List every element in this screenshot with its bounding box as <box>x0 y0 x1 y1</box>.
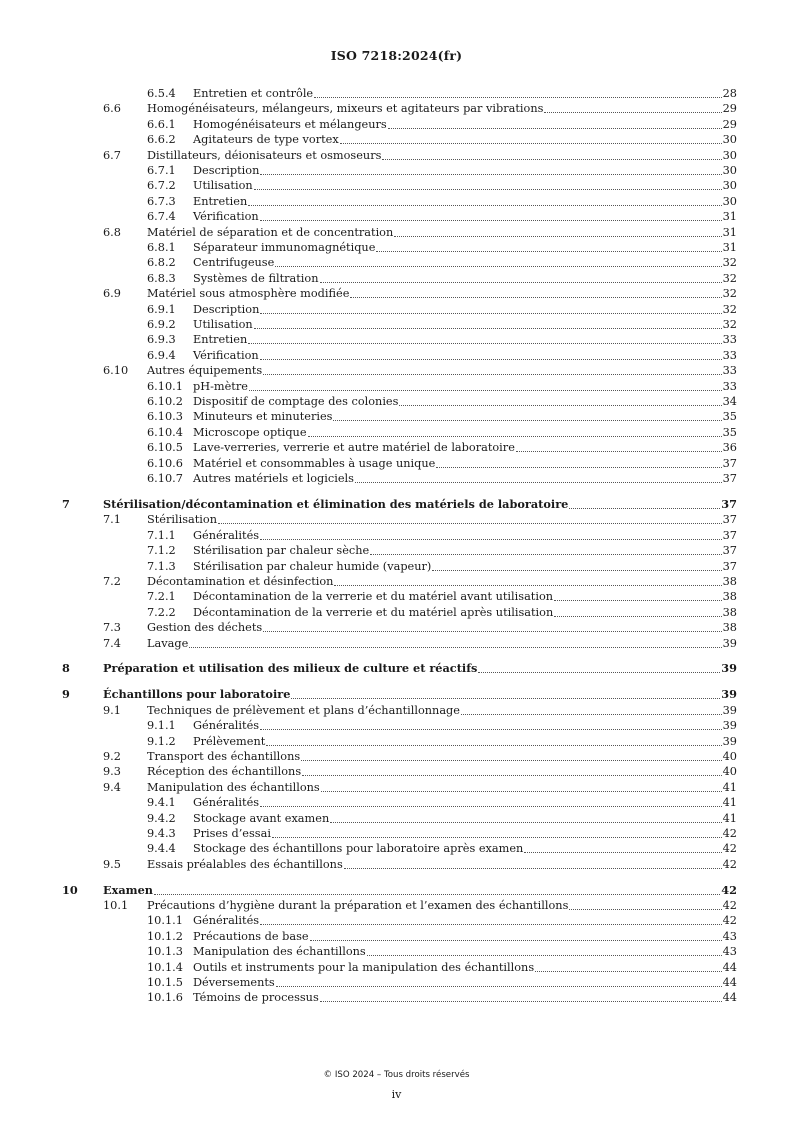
toc-entry-number: 6.9.4 <box>147 348 176 362</box>
toc-entry-number: 6.10.6 <box>147 456 183 470</box>
toc-dot-leader <box>432 570 722 571</box>
toc-entry[interactable] <box>0 543 793 558</box>
toc-dot-leader <box>344 868 722 869</box>
toc-entry-title: Essais préalables des échantillons <box>147 857 343 871</box>
toc-dot-leader <box>569 909 722 910</box>
toc-entry-number: 7.1 <box>103 513 121 527</box>
toc-entry-title: Homogénéisateurs, mélangeurs, mixeurs et agitateurs par vibrations <box>147 102 544 116</box>
toc-entry-number: 10.1.5 <box>147 976 183 989</box>
toc-entry-title: Entretien <box>193 333 248 347</box>
toc-entry-title: Décontamination et désinfection <box>147 574 334 588</box>
toc-entry[interactable] <box>0 363 793 378</box>
toc-entry-number: 6.10.5 <box>147 441 183 455</box>
toc-entry-page: 42 <box>722 842 737 856</box>
toc-entry-page: 31 <box>722 241 737 254</box>
toc-entry-title: Homogénéisateurs et mélangeurs <box>193 117 387 131</box>
toc-entry-title: Utilisation <box>193 179 253 193</box>
toc-entry-title: Généralités <box>193 914 260 928</box>
toc-entry[interactable] <box>0 286 793 301</box>
toc-entry-number: 10.1.2 <box>147 929 183 943</box>
toc-entry-number: 6.7.4 <box>147 210 176 224</box>
toc-entry-number: 7.3 <box>103 621 121 635</box>
toc-entry-number: 7.2.2 <box>147 605 176 619</box>
toc-entry-page: 42 <box>721 882 737 897</box>
toc-entry[interactable] <box>0 512 793 527</box>
toc-entry-number: 6.10.3 <box>147 410 183 424</box>
toc-entry[interactable] <box>0 605 793 620</box>
toc-entry-title: Matériel et consommables à usage unique <box>193 456 436 470</box>
toc-entry-title: Réception des échantillons <box>147 765 302 779</box>
toc-dot-leader <box>314 97 722 98</box>
toc-entry[interactable] <box>0 194 793 209</box>
toc-entry-page: 30 <box>722 133 737 147</box>
toc-dot-leader <box>260 729 722 730</box>
toc-entry-page: 29 <box>722 102 737 116</box>
toc-entry-page: 33 <box>722 379 737 393</box>
toc-dot-leader <box>321 791 722 792</box>
toc-entry-page: 44 <box>722 976 737 989</box>
toc-entry-number: 6.10.1 <box>147 379 183 393</box>
toc-entry-number: 9.4 <box>103 780 121 794</box>
toc-entry-number: 9.4.2 <box>147 811 176 825</box>
toc-dot-leader <box>189 647 722 648</box>
toc-entry-title: Description <box>193 164 260 177</box>
toc-dot-leader <box>276 986 722 987</box>
toc-entry-page: 31 <box>722 225 737 239</box>
toc-entry-number: 9.3 <box>103 765 121 779</box>
toc-entry-title: Lavage <box>147 636 189 650</box>
toc-entry-page: 41 <box>722 780 737 794</box>
toc-entry[interactable] <box>0 780 793 795</box>
toc-dot-leader <box>302 775 722 776</box>
toc-entry-number: 9.4.1 <box>147 796 176 810</box>
toc-entry-number: 9.4.4 <box>147 842 176 856</box>
toc-entry[interactable] <box>0 574 793 589</box>
toc-entry-number: 7.1.1 <box>147 528 176 542</box>
toc-entry-page: 28 <box>722 87 737 100</box>
toc-entry-number: 6.8.2 <box>147 256 176 270</box>
toc-entry-page: 34 <box>722 395 737 408</box>
toc-entry[interactable] <box>0 302 793 317</box>
toc-entry-number: 6.9 <box>103 287 121 301</box>
toc-entry-page: 32 <box>722 256 737 270</box>
toc-dot-leader <box>310 940 722 941</box>
toc-entry[interactable] <box>0 440 793 455</box>
toc-entry-title: Stockage avant examen <box>193 811 330 825</box>
toc-entry[interactable] <box>0 117 793 132</box>
toc-entry-number: 6.9.2 <box>147 318 176 331</box>
toc-entry[interactable] <box>0 132 793 147</box>
toc-entry-number: 7.1.3 <box>147 559 176 573</box>
toc-dot-leader <box>382 159 722 160</box>
toc-entry-number: 6.7.2 <box>147 179 176 193</box>
toc-entry-page: 30 <box>722 164 737 177</box>
toc-entry-number: 6.10.4 <box>147 425 183 439</box>
toc-dot-leader <box>370 554 722 555</box>
toc-entry[interactable] <box>0 734 793 749</box>
toc-entry[interactable] <box>0 857 793 872</box>
toc-entry[interactable] <box>0 795 793 810</box>
footer-copyright: © ISO 2024 – Tous droits réservés <box>323 1070 470 1080</box>
toc-entry-page: 37 <box>722 472 737 485</box>
toc-entry[interactable] <box>0 394 793 409</box>
toc-entry-page: 40 <box>722 749 737 763</box>
toc-entry-title: Matériel sous atmosphère modifiée <box>147 287 350 301</box>
toc-entry[interactable] <box>0 209 793 224</box>
toc-entry-title: Stockage des échantillons pour laboratoire après examen <box>193 842 524 856</box>
toc-entry-title: Gestion des déchets <box>147 621 263 635</box>
document-header: ISO 7218:2024(fr) <box>330 48 463 63</box>
toc-dot-leader <box>554 600 722 601</box>
toc-entry-title: Manipulation des échantillons <box>193 945 366 959</box>
toc-entry-title: Utilisation <box>193 318 253 331</box>
toc-entry-number: 6.9.1 <box>147 302 176 316</box>
toc-dot-leader <box>248 343 722 344</box>
toc-entry-page: 38 <box>722 621 737 635</box>
toc-entry[interactable] <box>0 944 793 959</box>
toc-entry-title: Stérilisation/décontamination et élimination des matériels de laboratoire <box>103 496 569 511</box>
toc-entry-title: Autres équipements <box>147 364 263 378</box>
toc-entry[interactable] <box>0 178 793 193</box>
toc-dot-leader <box>254 328 722 329</box>
toc-entry[interactable] <box>0 687 793 702</box>
toc-dot-leader <box>334 585 722 586</box>
toc-entry-number: 10.1.4 <box>147 960 183 974</box>
toc-entry-page: 32 <box>722 302 737 316</box>
toc-entry-title: Précautions de base <box>193 929 309 943</box>
toc-entry-number: 6.7.3 <box>147 194 176 208</box>
toc-dot-leader <box>260 359 722 360</box>
toc-entry[interactable] <box>0 348 793 363</box>
toc-entry-page: 35 <box>722 425 737 439</box>
toc-entry-title: Outils et instruments pour la manipulation des échantillons <box>193 960 535 974</box>
toc-dot-leader <box>478 672 720 673</box>
toc-entry-title: Vérification <box>193 348 259 362</box>
toc-entry-page: 42 <box>722 914 737 928</box>
toc-entry-page: 42 <box>722 899 737 912</box>
toc-dot-leader <box>260 313 722 314</box>
toc-entry-number: 6.6 <box>103 102 121 116</box>
toc-entry[interactable] <box>0 471 793 486</box>
toc-dot-leader <box>554 616 722 617</box>
toc-entry-title: Distillateurs, déionisateurs et osmoseurs <box>147 148 382 162</box>
toc-entry-number: 6.10 <box>103 364 129 378</box>
toc-entry[interactable] <box>0 559 793 574</box>
toc-entry-title: Techniques de prélèvement et plans d’échantillonnage <box>147 703 460 717</box>
toc-entry-page: 37 <box>722 544 737 558</box>
toc-entry-page: 41 <box>722 811 737 825</box>
toc-entry-title: Témoins de processus <box>193 991 319 1005</box>
toc-entry[interactable] <box>0 163 793 178</box>
toc-dot-leader <box>260 174 722 175</box>
toc-entry[interactable] <box>0 703 793 718</box>
toc-entry-number: 8 <box>62 661 70 676</box>
toc-entry-number: 6.6.1 <box>147 117 176 131</box>
toc-entry-title: Matériel de séparation et de concentration <box>147 225 394 239</box>
toc-entry-number: 10.1 <box>103 899 129 912</box>
toc-entry-title: Microscope optique <box>193 425 307 439</box>
toc-entry-page: 29 <box>722 117 737 131</box>
toc-entry-number: 9.1 <box>103 703 121 717</box>
toc-entry-title: Autres matériels et logiciels <box>193 472 354 485</box>
toc-dot-leader <box>355 482 722 483</box>
toc-entry[interactable] <box>0 990 793 1005</box>
toc-entry[interactable] <box>0 841 793 856</box>
toc-dot-leader <box>330 822 722 823</box>
toc-dot-leader <box>388 128 722 129</box>
toc-dot-leader <box>248 205 722 206</box>
toc-entry-page: 37 <box>722 513 737 527</box>
toc-entry[interactable] <box>0 883 793 898</box>
toc-dot-leader <box>275 266 722 267</box>
toc-dot-leader <box>535 971 722 972</box>
toc-entry-page: 38 <box>722 590 737 604</box>
toc-entry-page: 39 <box>722 719 737 733</box>
toc-entry-number: 7.1.2 <box>147 544 176 558</box>
toc-entry-page: 32 <box>722 271 737 285</box>
toc-entry-number: 6.10.2 <box>147 395 183 408</box>
toc-entry-title: Préparation et utilisation des milieux de culture et réactifs <box>103 661 478 676</box>
toc-entry-title: Agitateurs de type vortex <box>193 133 339 147</box>
toc-entry-title: Généralités <box>193 719 260 733</box>
toc-entry-number: 9.1.1 <box>147 719 176 733</box>
toc-entry[interactable] <box>0 425 793 440</box>
toc-entry[interactable] <box>0 764 793 779</box>
toc-dot-leader <box>516 451 722 452</box>
toc-entry-page: 37 <box>722 528 737 542</box>
toc-entry[interactable] <box>0 960 793 975</box>
toc-dot-leader <box>308 436 722 437</box>
toc-entry-page: 33 <box>722 333 737 347</box>
toc-entry[interactable] <box>0 255 793 270</box>
toc-entry-number: 7 <box>62 496 70 511</box>
toc-entry-number: 7.2.1 <box>147 590 176 604</box>
toc-entry-number: 6.7 <box>103 148 121 162</box>
toc-entry-number: 10 <box>62 882 78 897</box>
toc-entry[interactable] <box>0 456 793 471</box>
toc-entry[interactable] <box>0 271 793 286</box>
toc-entry-page: 31 <box>722 210 737 224</box>
toc-dot-leader <box>260 220 722 221</box>
toc-entry-number: 10.1.6 <box>147 991 183 1005</box>
footer-page-number: iv <box>391 1088 402 1101</box>
toc-entry-number: 6.10.7 <box>147 472 183 485</box>
toc-entry[interactable] <box>0 749 793 764</box>
toc-entry[interactable] <box>0 148 793 163</box>
toc-entry[interactable] <box>0 528 793 543</box>
toc-entry-page: 39 <box>722 734 737 748</box>
toc-dot-leader <box>394 236 722 237</box>
toc-dot-leader <box>266 745 722 746</box>
toc-dot-leader <box>524 852 722 853</box>
toc-dot-leader <box>350 297 722 298</box>
toc-entry[interactable] <box>0 86 793 101</box>
toc-dot-leader <box>260 924 722 925</box>
toc-entry-page: 43 <box>722 929 737 943</box>
toc-entry-title: Entretien <box>193 194 248 208</box>
toc-entry-title: Minuteurs et minuteries <box>193 410 333 424</box>
toc-entry[interactable] <box>0 589 793 604</box>
toc-entry[interactable] <box>0 636 793 651</box>
toc-entry-page: 30 <box>722 179 737 193</box>
toc-dot-leader <box>367 955 722 956</box>
toc-dot-leader <box>263 374 722 375</box>
toc-entry-title: Généralités <box>193 796 260 810</box>
toc-entry-number: 6.8 <box>103 225 121 239</box>
toc-entry-title: Prélèvement <box>193 734 266 748</box>
toc-entry-number: 7.4 <box>103 636 121 650</box>
toc-entry-title: Stérilisation par chaleur humide (vapeur) <box>193 559 432 573</box>
toc-dot-leader <box>399 405 722 406</box>
toc-entry-page: 32 <box>722 318 737 331</box>
toc-entry[interactable] <box>0 317 793 332</box>
toc-dot-leader <box>301 760 722 761</box>
toc-dot-leader <box>291 698 720 699</box>
toc-entry-page: 42 <box>722 857 737 871</box>
toc-entry-number: 9.2 <box>103 749 121 763</box>
toc-entry[interactable] <box>0 409 793 424</box>
toc-dot-leader <box>249 390 722 391</box>
toc-entry-number: 9.4.3 <box>147 826 176 840</box>
toc-entry-number: 9 <box>62 687 70 702</box>
toc-dot-leader <box>333 420 722 421</box>
toc-entry-number: 6.8.3 <box>147 271 176 285</box>
toc-entry[interactable] <box>0 101 793 116</box>
toc-entry-title: pH-mètre <box>193 379 248 393</box>
toc-dot-leader <box>272 837 722 838</box>
toc-entry-title: Stérilisation par chaleur sèche <box>193 544 370 558</box>
toc-entry-number: 9.1.2 <box>147 734 176 748</box>
toc-entry[interactable] <box>0 826 793 841</box>
toc-entry-page: 44 <box>722 991 737 1005</box>
toc-entry-page: 44 <box>722 960 737 974</box>
toc-entry-title: Systèmes de filtration <box>193 271 319 285</box>
toc-entry-page: 41 <box>722 796 737 810</box>
toc-entry-page: 36 <box>722 441 737 455</box>
toc-entry-title: Entretien et contrôle <box>193 87 314 100</box>
toc-entry-page: 32 <box>722 287 737 301</box>
toc-dot-leader <box>260 539 722 540</box>
toc-entry-title: Décontamination de la verrerie et du matériel après utilisation <box>193 605 554 619</box>
toc-entry-title: Prises d’essai <box>193 826 271 840</box>
toc-entry-page: 38 <box>722 574 737 588</box>
toc-dot-leader <box>461 714 722 715</box>
toc-dot-leader <box>260 806 722 807</box>
toc-entry[interactable] <box>0 929 793 944</box>
toc-entry-title: Dispositif de comptage des colonies <box>193 395 399 408</box>
toc-entry-page: 38 <box>722 605 737 619</box>
toc-entry-title: Échantillons pour laboratoire <box>103 687 291 702</box>
toc-entry[interactable] <box>0 811 793 826</box>
toc-entry[interactable] <box>0 332 793 347</box>
toc-entry-page: 43 <box>722 945 737 959</box>
toc-entry-page: 39 <box>722 636 737 650</box>
toc-entry[interactable] <box>0 898 793 913</box>
toc-dot-leader <box>544 112 722 113</box>
toc-entry-title: Généralités <box>193 528 260 542</box>
toc-entry[interactable] <box>0 975 793 990</box>
toc-dot-leader <box>340 143 722 144</box>
toc-entry-page: 40 <box>722 765 737 779</box>
toc-entry-number: 6.8.1 <box>147 241 176 254</box>
toc-dot-leader <box>320 1001 722 1002</box>
toc-dot-leader <box>154 894 720 895</box>
toc-entry-number: 10.1.3 <box>147 945 183 959</box>
toc-entry-title: Transport des échantillons <box>147 749 301 763</box>
toc-dot-leader <box>263 631 722 632</box>
toc-entry-page: 37 <box>722 559 737 573</box>
toc-entry-number: 6.9.3 <box>147 333 176 347</box>
toc-entry-page: 42 <box>722 826 737 840</box>
toc-entry-number: 6.6.2 <box>147 133 176 147</box>
toc-dot-leader <box>218 523 722 524</box>
toc-dot-leader <box>320 282 722 283</box>
toc-entry[interactable] <box>0 913 793 928</box>
toc-entry-page: 30 <box>722 148 737 162</box>
toc-entry-title: Manipulation des échantillons <box>147 780 320 794</box>
toc-entry[interactable] <box>0 379 793 394</box>
toc-dot-leader <box>376 251 722 252</box>
toc-entry-page: 39 <box>721 661 737 676</box>
toc-entry-number: 6.5.4 <box>147 87 176 100</box>
toc-entry-title: Séparateur immunomagnétique <box>193 241 376 254</box>
toc-entry-title: Précautions d’hygiène durant la préparation et l’examen des échantillons <box>147 899 569 912</box>
toc-entry-number: 9.5 <box>103 857 121 871</box>
toc-entry-title: Centrifugeuse <box>193 256 275 270</box>
toc-dot-leader <box>254 189 722 190</box>
toc-entry[interactable] <box>0 497 793 512</box>
toc-entry[interactable] <box>0 225 793 240</box>
toc-entry-page: 30 <box>722 194 737 208</box>
toc-entry-number: 10.1.1 <box>147 914 183 928</box>
toc-entry-title: Vérification <box>193 210 259 224</box>
toc-entry-page: 39 <box>722 703 737 717</box>
toc-dot-leader <box>436 467 722 468</box>
toc-entry-number: 7.2 <box>103 574 121 588</box>
toc-entry-page: 33 <box>722 348 737 362</box>
toc-entry[interactable] <box>0 661 793 676</box>
toc-entry-page: 37 <box>721 496 737 511</box>
toc-entry-title: Examen <box>103 882 154 897</box>
toc-entry-page: 37 <box>722 456 737 470</box>
toc-entry-title: Décontamination de la verrerie et du matériel avant utilisation <box>193 590 554 604</box>
toc-entry-page: 39 <box>721 687 737 702</box>
toc-entry[interactable] <box>0 620 793 635</box>
toc-entry-title: Description <box>193 302 260 316</box>
toc-entry-title: Stérilisation <box>147 513 217 527</box>
toc-entry-page: 33 <box>722 364 737 378</box>
toc-entry-number: 6.7.1 <box>147 164 176 177</box>
toc-entry-title: Lave-verreries, verrerie et autre matériel de laboratoire <box>193 441 515 455</box>
toc-dot-leader <box>569 508 720 509</box>
toc-entry-page: 35 <box>722 410 737 424</box>
toc-entry[interactable] <box>0 240 793 255</box>
toc-entry-title: Déversements <box>193 976 275 989</box>
toc-entry[interactable] <box>0 718 793 733</box>
